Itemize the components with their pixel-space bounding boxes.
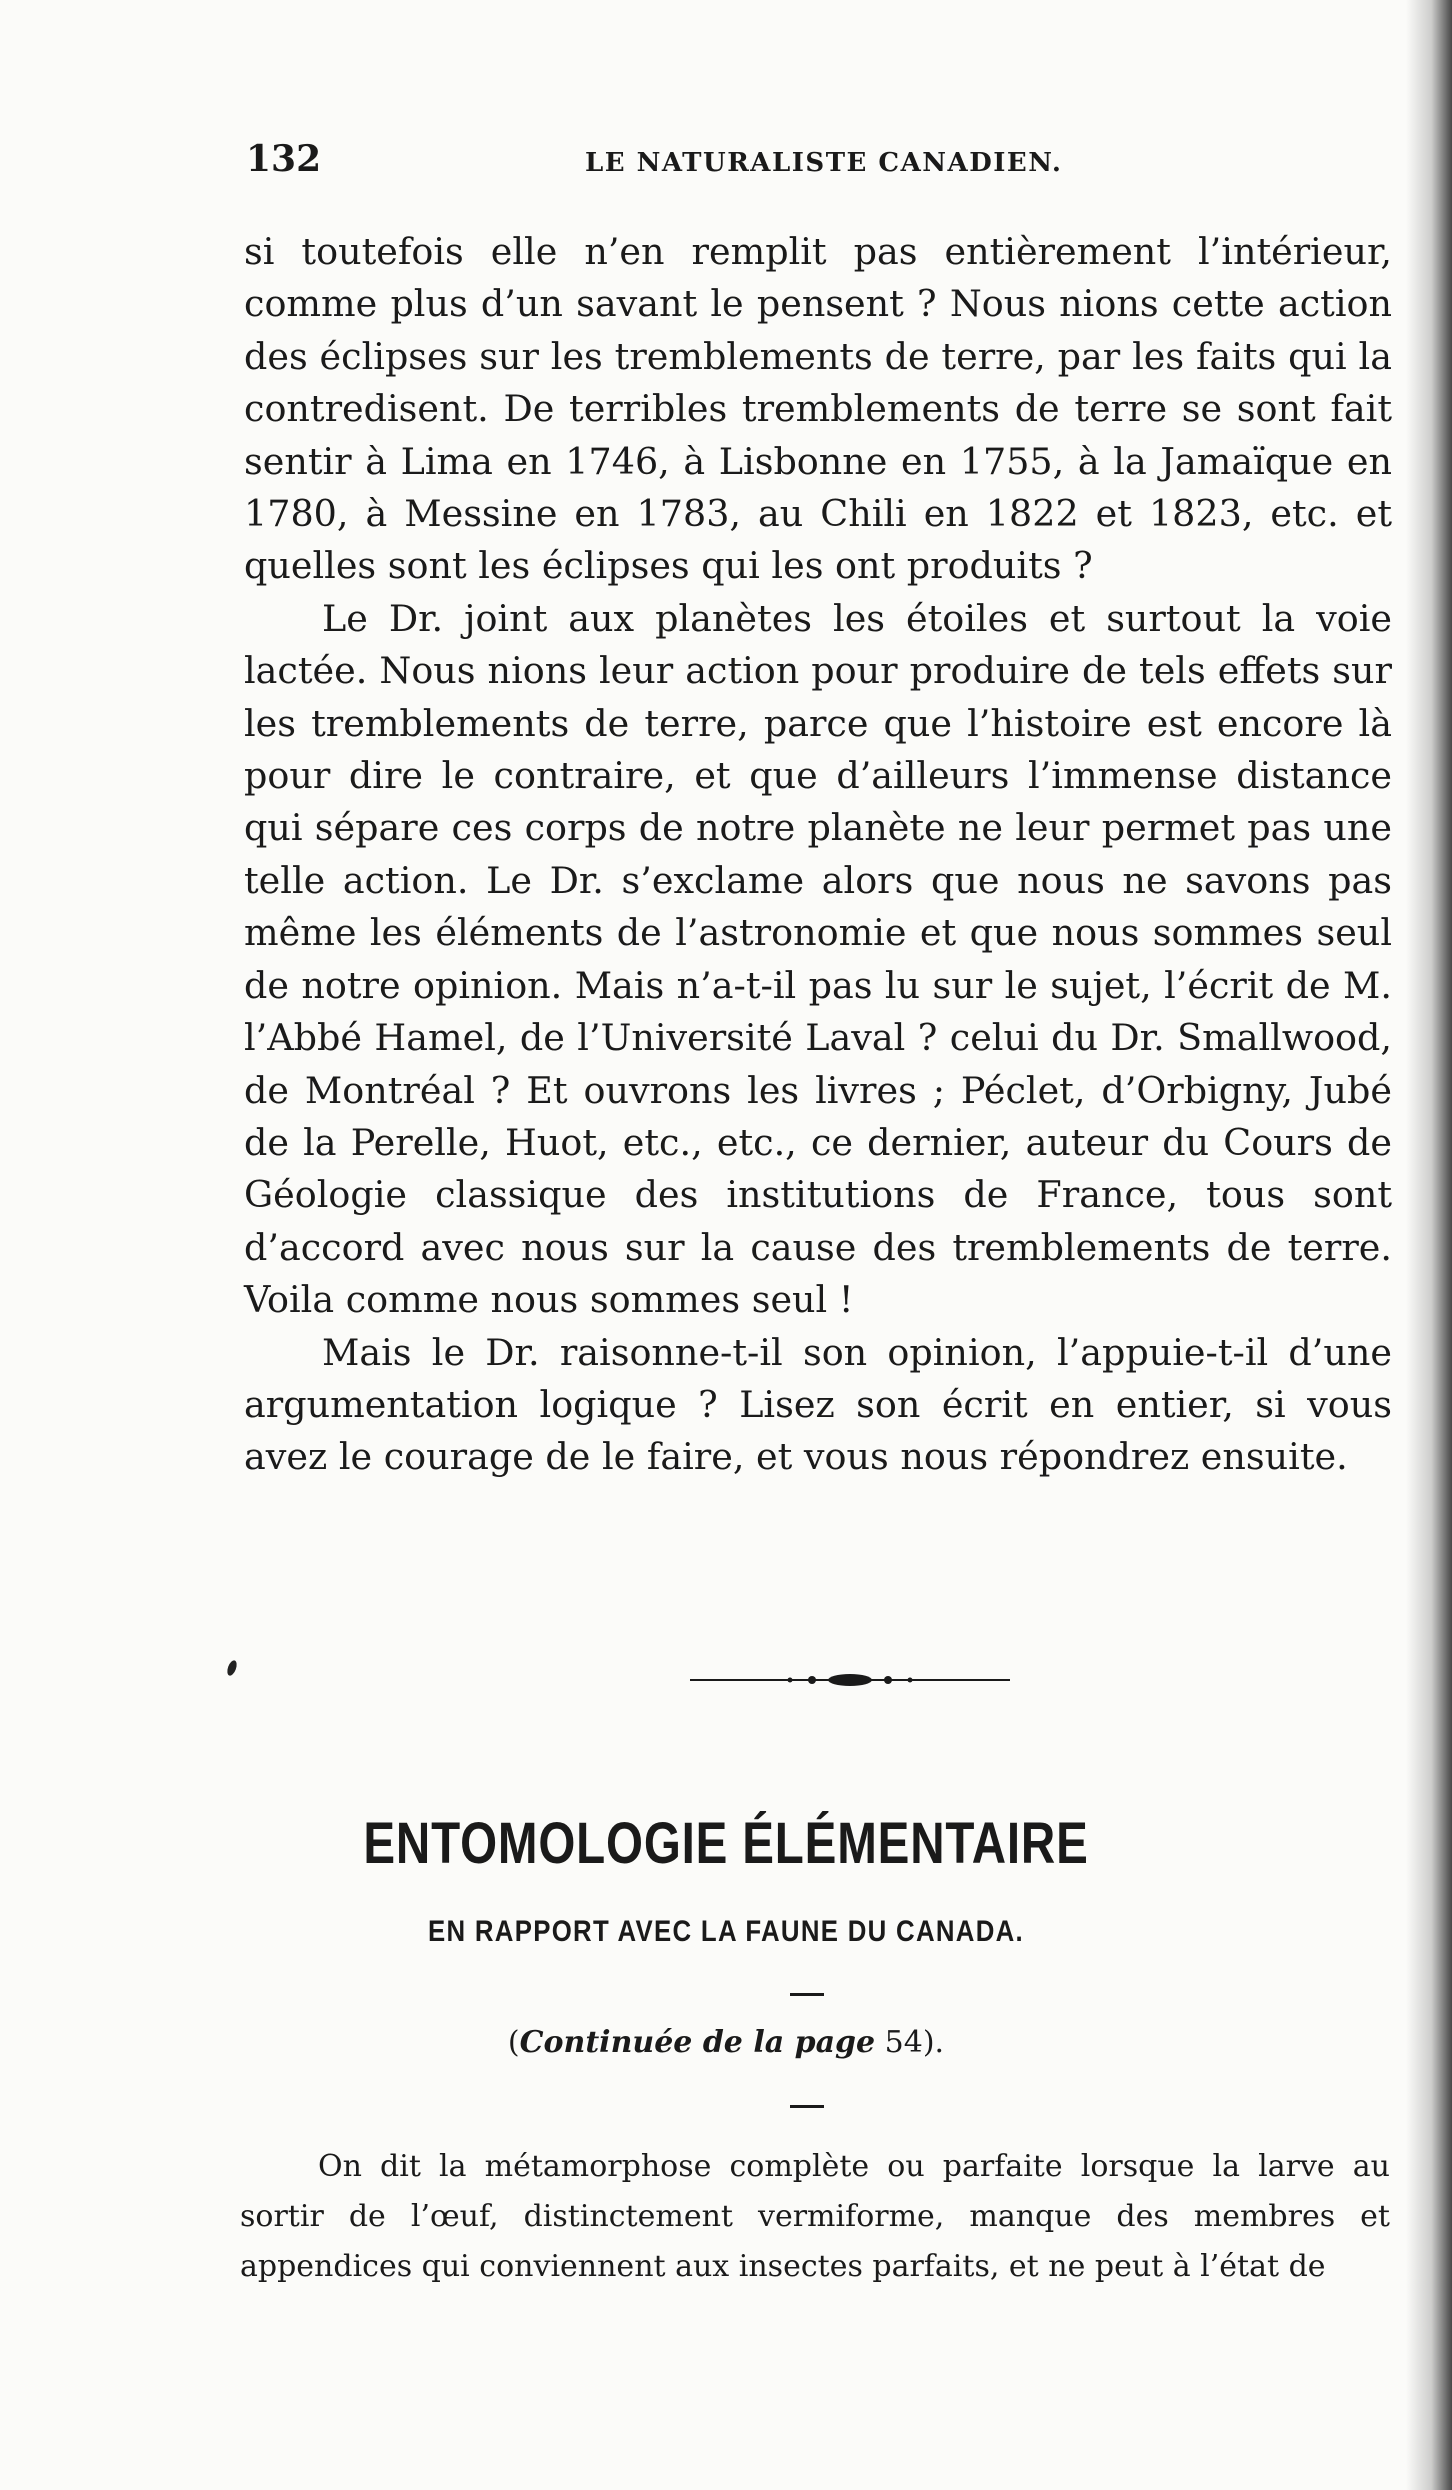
entomology-body: [240, 2142, 1390, 2292]
binding-edge-shadow: [1406, 0, 1452, 2490]
continued-note: (Continuée de la page 54).: [507, 2025, 945, 2060]
short-rule-top: [790, 1993, 824, 1996]
section-title: ENTOMOLOGIE ÉLÉMENTAIRE: [363, 1811, 1089, 1876]
page-number: 132: [246, 138, 322, 180]
ink-speck: [226, 1659, 239, 1677]
paragraph-continuation: si toutefois elle n’en remplit pas entièrement l’intérieur, comme plus d’un savant le pensent ? Nous nions cette action des éclipses sur les tremblements de terre, par les faits qui la contredisent. De terribles tremblements de terre se sont fait sentir à Lima en 1746, à Lisbonne en 1755, à la Jamaïque en 1780, à Messine en 1783, au Chili en 1822 et 1823, etc. et quelles sont les éclipses qui les ont produits ?: [244, 230, 1392, 588]
section-divider-ornament: [690, 1668, 1010, 1692]
paragraph-planets: Le Dr. joint aux planètes les étoiles et surtout la voie lactée. Nous nions leur action pour produire de tels effets sur les tremblements de terre, parce que l’histoire est encore là pour dire le contraire, et que d’ailleurs l’immense distance qui sépare ces corps de notre planète ne leur permet pas une telle action. Le Dr. s’exclame alors que nous ne savons pas même les éléments de l’astronomie et que nous sommes seul de notre opinion. Mais n’a-t-il pas lu sur le sujet, l’écrit de M. l’Abbé Hamel, de l’Université Laval ? celui du Dr. Smallwood, de Montréal ? Et ouvrons les livres ; Péclet, d’Orbigny, Jubé de la Perelle, Huot, etc., etc., ce dernier, auteur du Cours de Géologie classique des institutions de France, tous sont d’accord avec nous sur la cause des tremblements de terre. Voila comme nous sommes seul !: [244, 596, 1392, 1322]
paragraph-argumentation: Mais le Dr. raisonne-t-il son opinion, l’appuie-t-il d’une argumentation logique ? Lisez son écrit en entier, si vous avez le courage de le faire, et vous nous répondrez ensuite.: [244, 1330, 1392, 1479]
article-body: [244, 226, 1392, 1484]
continued-page-number: 54: [884, 2025, 923, 2060]
section-subtitle: EN RAPPORT AVEC LA FAUNE DU CANADA.: [427, 1915, 1025, 1948]
journal-title: LE NATURALISTE CANADIEN.: [585, 148, 1063, 178]
short-rule-bottom: [790, 2105, 824, 2108]
paragraph-metamorphosis: On dit la métamorphose complète ou parfaite lorsque la larve au sortir de l’œuf, distinctement vermiforme, manque des membres et appendices qui conviennent aux insectes parfaits, et ne peut à l’état de: [240, 2149, 1390, 2284]
running-head: [240, 138, 1360, 188]
continued-label: Continuée de la page: [519, 2025, 876, 2060]
